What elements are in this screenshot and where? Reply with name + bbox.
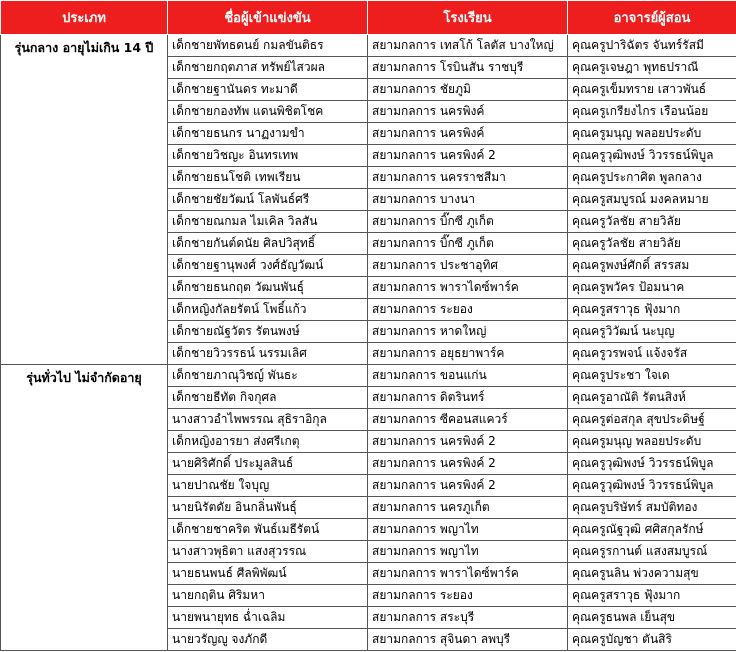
school-cell: สยามกลการ หาดใหญ่ xyxy=(368,321,568,343)
contestant-cell: เด็กชายธนโชติ เทพเรียน xyxy=(168,167,368,189)
teacher-cell: คุณครูมนุญ พลอยประดับ xyxy=(568,123,736,145)
teacher-cell: คุณครูเกรียงไกร เรือนน้อย xyxy=(568,101,736,123)
contestant-cell: นายพนายุทธ ฉ่ำเฉลิม xyxy=(168,607,368,629)
contestant-cell: เด็กชายธนกร นาฏงามขำ xyxy=(168,123,368,145)
school-cell: สยามกลการ พญาไท xyxy=(368,519,568,541)
contestant-cell: เด็กชายกันต์ดนัย ศิลปวิสุทธิ์ xyxy=(168,233,368,255)
teacher-cell: คุณครูวิวัฒน์ นะบุญ xyxy=(568,321,736,343)
contestant-cell: นายธนพนธ์ ศีลพิพัฒน์ xyxy=(168,563,368,585)
teacher-cell: คุณครูวรพจน์ แจ้งจรัส xyxy=(568,343,736,365)
school-cell: สยามกลการ พญาไท xyxy=(368,541,568,563)
contestant-cell: เด็กชายฐานันดร ทะมาดี xyxy=(168,79,368,101)
school-cell: สยามกลการ ระยอง xyxy=(368,585,568,607)
teacher-cell: คุณครูเข็มทราย เสาวพันธ์ xyxy=(568,79,736,101)
school-cell: สยามกลการ พาราไดซ์พาร์ค xyxy=(368,563,568,585)
category-cell: รุ่นทั่วไป ไม่จำกัดอายุ xyxy=(1,365,168,651)
school-cell: สยามกลการ นครราชสีมา xyxy=(368,167,568,189)
category-cell: รุ่นกลาง อายุไม่เกิน 14 ปี xyxy=(1,35,168,365)
contestant-cell: เด็กชายกฤตภาส ทรัพย์ไสวผล xyxy=(168,57,368,79)
header-teacher: อาจารย์ผู้สอน xyxy=(568,1,736,35)
contestant-cell: เด็กชายกองทัพ แดนพิชิตโชค xyxy=(168,101,368,123)
teacher-cell: คุณครูวุฒิพงษ์ วิวรรธน์พิบูล xyxy=(568,453,736,475)
teacher-cell: คุณครูเจษฎา พุทธปราณี xyxy=(568,57,736,79)
header-contestant: ชื่อผู้เข้าแข่งขัน xyxy=(168,1,368,35)
teacher-cell: คุณครูประกาศิต พูลกลาง xyxy=(568,167,736,189)
contestant-cell: เด็กชายภาณุวิชญ์ พันธะ xyxy=(168,365,368,387)
contestant-cell: เด็กชายฐานุพงศ์ วงศ์ธัญวัฒน์ xyxy=(168,255,368,277)
contestant-cell: เด็กชายชัยวัฒน์ โลพันธ์ศรี xyxy=(168,189,368,211)
school-cell: สยามกลการ ชัยภูมิ xyxy=(368,79,568,101)
school-cell: สยามกลการ นครพิงค์ xyxy=(368,123,568,145)
contestant-cell: เด็กหญิงอารยา ส่งศรีเกตุ xyxy=(168,431,368,453)
table-row xyxy=(1,365,736,387)
contestant-cell: เด็กชายณัฐวัตร รัตนพงษ์ xyxy=(168,321,368,343)
school-cell: สยามกลการ ดิตรินทร์ xyxy=(368,387,568,409)
header-category: ประเภท xyxy=(1,1,168,35)
teacher-cell: คุณครูรกานต์ แสงสมบูรณ์ xyxy=(568,541,736,563)
teacher-cell: คุณครูธนพล เย็นสุข xyxy=(568,607,736,629)
teacher-cell: คุณครูวุฒิพงษ์ วิวรรธน์พิบูล xyxy=(568,475,736,497)
teacher-cell: คุณครูวุฒิพงษ์ วิวรรธน์พิบูล xyxy=(568,145,736,167)
contestant-cell: นายนิรัตดัย อินกลิ่นพันธุ์ xyxy=(168,497,368,519)
contestant-cell: นางสาวพุธิตา แสงสุวรรณ xyxy=(168,541,368,563)
school-cell: สยามกลการ นครพิงค์ xyxy=(368,101,568,123)
teacher-cell: คุณครูประชา ใจเด xyxy=(568,365,736,387)
school-cell: สยามกลการ พาราไดซ์พาร์ค xyxy=(368,277,568,299)
teacher-cell: คุณครูพงษ์ศักดิ์ สรรสม xyxy=(568,255,736,277)
contestant-cell: เด็กชายธนกฤต วัฒนพันธุ์ xyxy=(168,277,368,299)
contestant-cell: นายวรัญญู จงภักดี xyxy=(168,629,368,651)
school-cell: สยามกลการ บางนา xyxy=(368,189,568,211)
header-school: โรงเรียน xyxy=(368,1,568,35)
teacher-cell: คุณครูมนุญ พลอยประดับ xyxy=(568,431,736,453)
table-body xyxy=(1,35,736,651)
contestant-cell: เด็กชายชาคริต พันธ์เมธีรัตน์ xyxy=(168,519,368,541)
teacher-cell: คุณครูปาริฉัตร จันทร์รัสมี xyxy=(568,35,736,57)
teacher-cell: คุณครูพวัคร ป้อมนาค xyxy=(568,277,736,299)
contestant-cell: เด็กหญิงกัลยรัตน์ โพธิ์แก้ว xyxy=(168,299,368,321)
school-cell: สยามกลการ นครพิงค์ 2 xyxy=(368,475,568,497)
contestant-cell: เด็กชายพัทธดนย์ กมลขันติธร xyxy=(168,35,368,57)
school-cell: สยามกลการ ซีคอนสแควร์ xyxy=(368,409,568,431)
school-cell: สยามกลการ อยุธยาพาร์ค xyxy=(368,343,568,365)
contestant-cell: เด็กชายณกมล ไมเคิล วิลสัน xyxy=(168,211,368,233)
header-row xyxy=(1,1,736,35)
school-cell: สยามกลการ เทสโก้ โลตัส บางใหญ่ xyxy=(368,35,568,57)
teacher-cell: คุณครูสมบูรณ์ มงคลหมาย xyxy=(568,189,736,211)
school-cell: สยามกลการ นครภูเก็ต xyxy=(368,497,568,519)
teacher-cell: คุณครูนลิน พ่วงความสุข xyxy=(568,563,736,585)
teacher-cell: คุณครูบริษัทร์ สมบัติทอง xyxy=(568,497,736,519)
teacher-cell: คุณครูวัลชัย สายวิลัย xyxy=(568,211,736,233)
school-cell: สยามกลการ ขอนแก่น xyxy=(368,365,568,387)
contestant-cell: เด็กชายวิชญะ อินทรเทพ xyxy=(168,145,368,167)
school-cell: สยามกลการ ประชาอุทิศ xyxy=(368,255,568,277)
teacher-cell: คุณครูบัญชา ตันสิริ xyxy=(568,629,736,651)
teacher-cell: คุณครูณัฐวุฒิ ศศิสกุลรักษ์ xyxy=(568,519,736,541)
school-cell: สยามกลการ นครพิงค์ 2 xyxy=(368,145,568,167)
school-cell: สยามกลการ สระบุรี xyxy=(368,607,568,629)
contestant-cell: นายปาณชัย ใจบุญ xyxy=(168,475,368,497)
school-cell: สยามกลการ สุจินดา ลพบุรี xyxy=(368,629,568,651)
contestant-cell: เด็กชายธีทัต กิจกุศล xyxy=(168,387,368,409)
school-cell: สยามกลการ บิ๊กซี ภูเก็ต xyxy=(368,233,568,255)
contestant-cell: นายศิริศักดิ์ ประมูลสินธ์ xyxy=(168,453,368,475)
teacher-cell: คุณครูสราวุธ ฟุ้งมาก xyxy=(568,299,736,321)
table-row xyxy=(1,35,736,57)
teacher-cell: คุณครูอาณัติ รัตนสิงห์ xyxy=(568,387,736,409)
teacher-cell: คุณครูวัลชัย สายวิลัย xyxy=(568,233,736,255)
contestant-cell: นางสาวอำไพพรรณ สุธิราอิกุล xyxy=(168,409,368,431)
teacher-cell: คุณครูสราวุธ ฟุ้งมาก xyxy=(568,585,736,607)
contestant-cell: นายกฤติน ศิริมหา xyxy=(168,585,368,607)
school-cell: สยามกลการ โรบินสัน ราชบุรี xyxy=(368,57,568,79)
contestant-cell: เด็กชายวิวรรธน์ นรรมเลิศ xyxy=(168,343,368,365)
teacher-cell: คุณครูต่อสกุล สุขประดิษฐ์ xyxy=(568,409,736,431)
school-cell: สยามกลการ นครพิงค์ 2 xyxy=(368,453,568,475)
school-cell: สยามกลการ บิ๊กซี ภูเก็ต xyxy=(368,211,568,233)
school-cell: สยามกลการ ระยอง xyxy=(368,299,568,321)
school-cell: สยามกลการ นครพิงค์ 2 xyxy=(368,431,568,453)
